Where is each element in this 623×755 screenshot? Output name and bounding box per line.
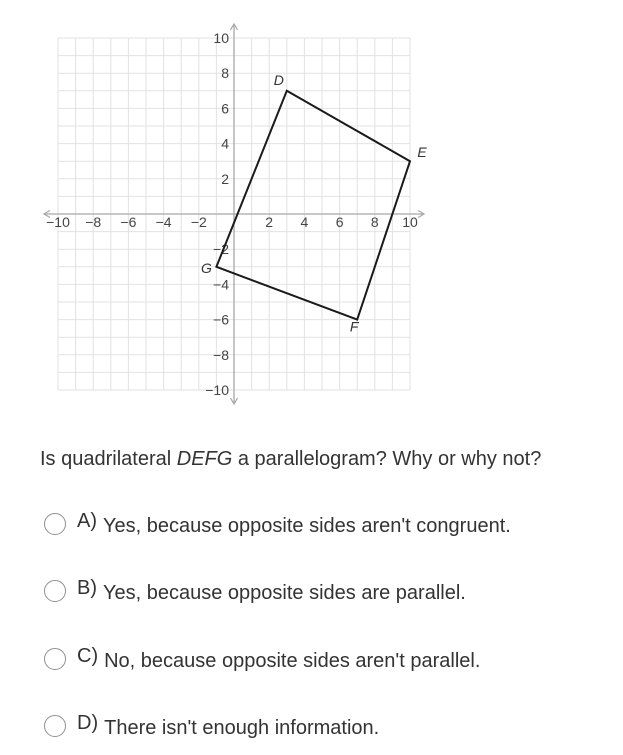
radio-b[interactable] bbox=[44, 580, 66, 602]
x-tick-label: −2 bbox=[190, 214, 207, 230]
x-tick-label: 2 bbox=[265, 214, 274, 230]
y-tick-label: 2 bbox=[221, 170, 229, 187]
radio-d[interactable] bbox=[44, 715, 66, 737]
vertex-label: E bbox=[417, 144, 427, 161]
choice-d[interactable] bbox=[44, 711, 379, 741]
choice-b[interactable] bbox=[44, 576, 466, 606]
x-tick-label: 6 bbox=[335, 214, 344, 230]
choice-c-text: No, because opposite sides aren't parallel. bbox=[104, 649, 481, 672]
choice-d-text: There isn't enough information. bbox=[104, 716, 380, 739]
y-tick-label: 10 bbox=[213, 30, 229, 46]
x-tick-label: −8 bbox=[85, 214, 102, 230]
y-tick-label: −8 bbox=[213, 346, 229, 363]
x-tick-label: −10 bbox=[46, 214, 70, 230]
x-tick-label: −6 bbox=[120, 214, 137, 230]
vertex-label: D bbox=[273, 71, 284, 88]
question-text bbox=[40, 448, 541, 471]
quadrilateral-defg bbox=[216, 91, 410, 320]
choice-c-letter: C) bbox=[77, 644, 99, 667]
y-tick-label: −4 bbox=[213, 276, 229, 293]
quadrilateral-name: DEFG bbox=[176, 448, 233, 470]
y-tick-label: 4 bbox=[221, 135, 229, 152]
choice-c[interactable] bbox=[44, 644, 480, 674]
choice-a-letter: A) bbox=[77, 509, 97, 532]
radio-a[interactable] bbox=[44, 513, 66, 535]
vertex-label: F bbox=[349, 318, 359, 335]
choice-b-letter: B) bbox=[77, 576, 97, 599]
y-tick-label: −2 bbox=[213, 241, 229, 258]
x-tick-label: −4 bbox=[155, 214, 172, 230]
question-prefix: Is quadrilateral bbox=[40, 448, 177, 470]
vertex-label: G bbox=[200, 259, 212, 276]
choice-d-letter: D) bbox=[77, 711, 99, 734]
y-tick-label: −10 bbox=[205, 382, 229, 398]
x-tick-label: 10 bbox=[402, 214, 418, 230]
question-suffix: a parallelogram? Why or why not? bbox=[232, 448, 542, 470]
choice-b-text: Yes, because opposite sides are parallel. bbox=[103, 581, 466, 604]
x-tick-label: 4 bbox=[300, 214, 309, 230]
y-tick-label: 8 bbox=[221, 65, 229, 82]
y-tick-label: 6 bbox=[221, 100, 229, 117]
y-tick-label: −6 bbox=[213, 311, 229, 328]
choice-a[interactable] bbox=[44, 509, 511, 539]
x-tick-label: 8 bbox=[370, 214, 379, 230]
choice-a-text: Yes, because opposite sides aren't congruent. bbox=[103, 514, 511, 537]
radio-c[interactable] bbox=[44, 648, 66, 670]
